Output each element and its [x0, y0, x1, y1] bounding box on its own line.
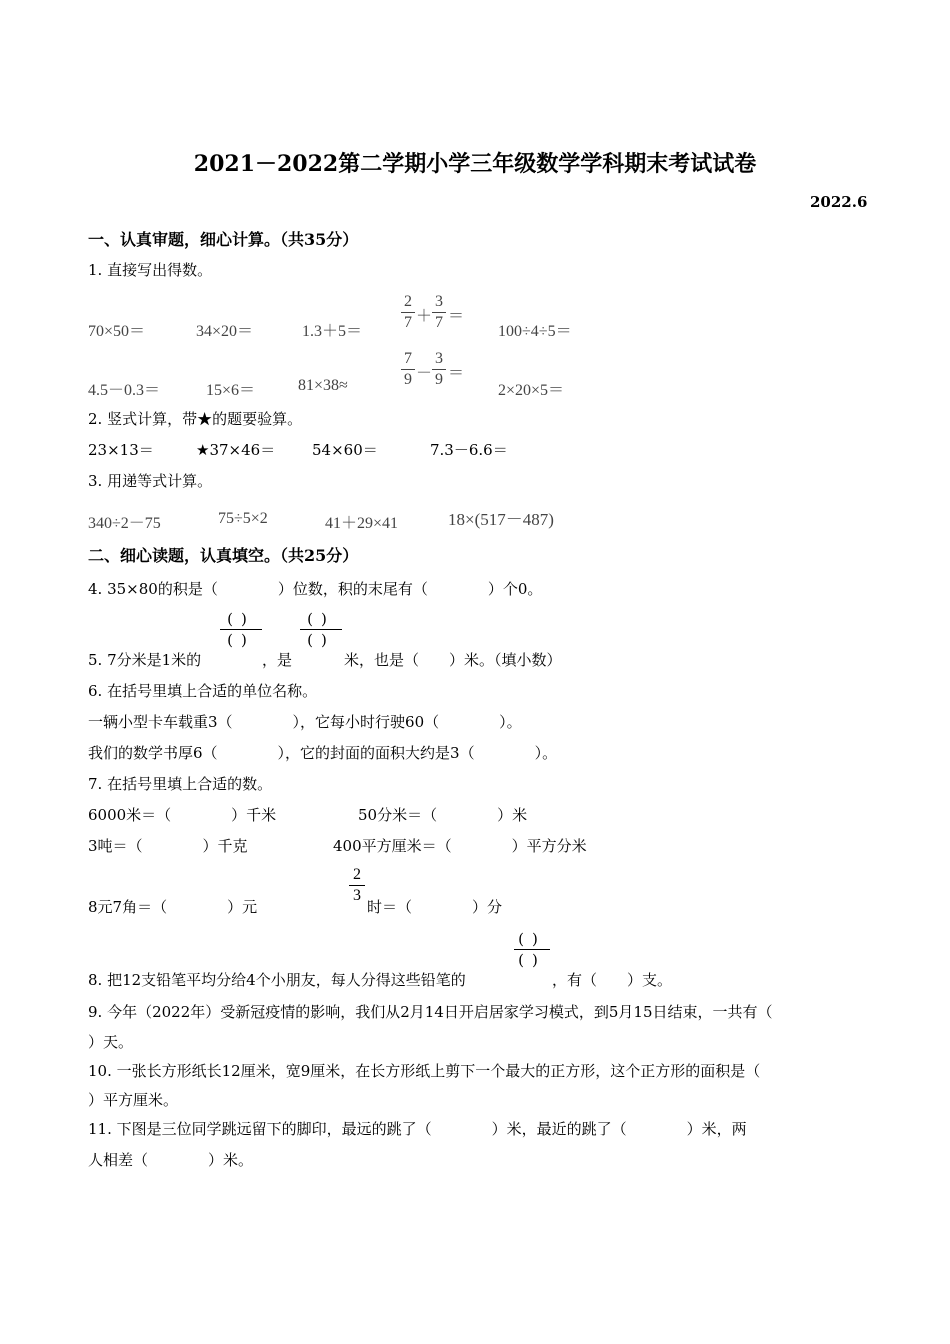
fraction-denominator: 7	[435, 314, 443, 331]
blank-fraction	[514, 930, 550, 969]
q7-item: 时＝（ ）分	[367, 898, 503, 916]
fraction	[401, 350, 415, 389]
q10-line: 10. 一张长方形纸长12厘米，宽9厘米，在长方形纸上剪下一个最大的正方形，这个正方形的面积是（	[88, 1062, 761, 1080]
blank-numerator: ()	[227, 610, 255, 628]
q7-label: 7. 在括号里填上合适的数。	[88, 775, 273, 793]
q1-item: 2×20×5＝	[498, 382, 565, 399]
q2-item: 23×13＝	[88, 441, 154, 459]
q7-item: 3吨＝（ ）千克	[88, 837, 248, 855]
q7-item: 6000米＝（ ）千米	[88, 806, 277, 824]
q2-item: 7.3－6.6＝	[430, 441, 508, 459]
fraction-numerator: 2	[353, 866, 361, 883]
q7-item: 8元7角＝（ ）元	[88, 898, 258, 916]
q3-item: 41＋29×41	[325, 515, 399, 532]
fraction-numerator: 3	[435, 350, 443, 367]
q3-label: 3. 用递等式计算。	[88, 472, 213, 490]
q5-prefix: 5. 7分米是1米的	[88, 651, 202, 669]
exam-date: 2022.6	[810, 193, 868, 211]
fraction-numerator: 2	[404, 293, 412, 310]
q6-line: 一辆小型卡车载重3（ ），它每小时行驶60（ ）。	[88, 713, 522, 731]
blank-fraction	[220, 610, 262, 649]
fraction-denominator: 7	[404, 314, 412, 331]
q7-item: 400平方厘米＝（ ）平方分米	[333, 837, 587, 855]
blank-denominator: ()	[307, 631, 335, 649]
q4: 4. 35×80的积是（ ）位数，积的末尾有（ ）个0。	[88, 580, 543, 598]
q11-line: 11. 下图是三位同学跳远留下的脚印，最远的跳了（ ）米，最近的跳了（ ）米，两	[88, 1120, 747, 1138]
q1-label: 1. 直接写出得数。	[88, 261, 213, 279]
q5-middle: ，是	[262, 651, 293, 669]
fraction	[401, 293, 415, 332]
blank-numerator: ()	[518, 930, 546, 948]
q1-item: 81×38≈	[298, 377, 348, 394]
q9-line: ）天。	[88, 1033, 134, 1051]
q3-item: 18×(517－487)	[448, 510, 554, 529]
q11-line: 人相差（ ）米。	[88, 1151, 254, 1169]
q1-item: 100÷4÷5＝	[498, 323, 572, 340]
fraction-operator: －	[416, 365, 433, 382]
fraction-operator: ＋	[416, 308, 433, 325]
page-title: 2021－2022第二学期小学三年级数学学科期末考试试卷	[193, 151, 757, 177]
q2-label: 2. 竖式计算，带★的题要验算。	[88, 410, 303, 428]
blank-denominator: ()	[518, 951, 546, 969]
section1-heading: 一、认真审题，细心计算。（共35分）	[88, 230, 359, 249]
blank-numerator: ()	[307, 610, 335, 628]
q8-prefix: 8. 把12支铅笔平均分给4个小朋友，每人分得这些铅笔的	[88, 971, 466, 989]
q3-item: 75÷5×2	[218, 510, 268, 527]
q2-item: ★37×46＝	[196, 441, 276, 459]
blank-denominator: ()	[227, 631, 255, 649]
q3-item: 340÷2－75	[88, 515, 161, 532]
fraction-denominator: 3	[353, 887, 361, 904]
q1-item: 15×6＝	[206, 382, 256, 399]
fraction-denominator: 9	[435, 371, 443, 388]
fraction	[432, 350, 446, 389]
fraction-numerator: 3	[435, 293, 443, 310]
q7-item: 50分米＝（ ）米	[358, 806, 528, 824]
fraction-equals: ＝	[448, 308, 465, 325]
q9-line: 9. 今年（2022年）受新冠疫情的影响，我们从2月14日开启居家学习模式，到5月15日结束，一共有（	[88, 1003, 773, 1021]
fraction-numerator: 7	[404, 350, 412, 367]
section2-heading: 二、细心读题，认真填空。（共25分）	[88, 546, 359, 565]
q1-item: 70×50＝	[88, 323, 146, 340]
q8-suffix: ，有（ ）支。	[552, 971, 673, 989]
blank-fraction	[300, 610, 342, 649]
q6-label: 6. 在括号里填上合适的单位名称。	[88, 682, 318, 700]
q10-line: ）平方厘米。	[88, 1091, 179, 1109]
q1-item: 4.5－0.3＝	[88, 382, 161, 399]
fraction-equals: ＝	[448, 365, 465, 382]
q2-item: 54×60＝	[312, 441, 378, 459]
q6-line: 我们的数学书厚6（ ），它的封面的面积大约是3（ ）。	[88, 744, 558, 762]
q1-item: 34×20＝	[196, 323, 254, 340]
fraction	[349, 866, 365, 905]
q5-suffix: 米，也是（ ）米。（填小数）	[344, 651, 562, 669]
q1-item: 1.3＋5＝	[302, 323, 363, 340]
fraction	[432, 293, 446, 332]
fraction-denominator: 9	[404, 371, 412, 388]
